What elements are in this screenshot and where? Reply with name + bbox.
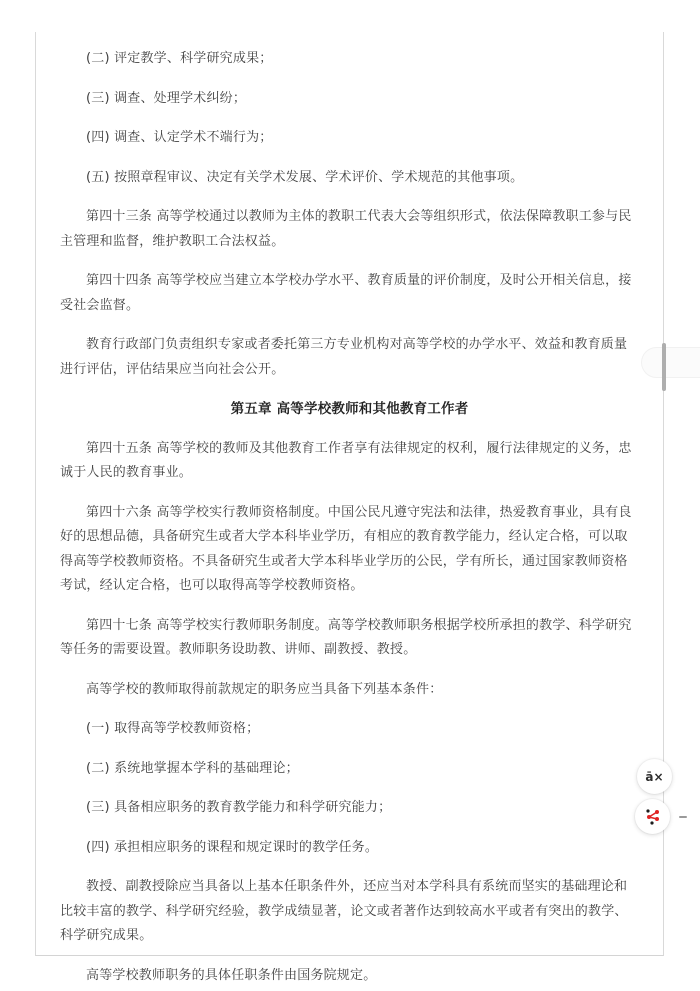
article-47: 第四十七条 高等学校实行教师职务制度。高等学校教师职务根据学校所承担的教学、科学研究等任务的需要设置。教师职务设助教、讲师、副教授、教授。 [60,617,632,657]
list-item: (三) 调查、处理学术纠纷； [86,90,247,106]
reader-tool-button[interactable] [637,759,672,794]
network-graph-icon [644,808,662,826]
list-item: (二) 系统地掌握本学科的基础理论； [86,760,299,776]
article-46: 第四十六条 高等学校实行教师资格制度。中国公民凡遵守宪法和法律，热爱教育事业，具有良好的思想品德，具备研究生或者大学本科毕业学历，有相应的教育教学能力，经认定合格，可以取得高等学校教师资格。不具备研究生或者大学本科毕业学历的公民，学有所长，通过国家教师资格考试，经认定合格，也可以取得高等学校教师资格。 [60,504,632,593]
chapter-heading: 第五章 高等学校教师和其他教育工作者 [230,401,469,417]
document-page [35,32,664,983]
drag-handle-dash[interactable] [679,816,687,818]
article-43: 第四十三条 高等学校通过以教师为主体的教职工代表大会等组织形式，依法保障教职工参与民主管理和监督，维护教职工合法权益。 [60,209,632,249]
network-tool-button[interactable] [635,799,670,834]
article-45: 第四十五条 高等学校的教师及其他教育工作者享有法律规定的权利，履行法律规定的义务，忠诚于人民的教育事业。 [60,440,632,480]
list-item: (一) 取得高等学校教师资格； [86,721,260,736]
paragraph: 教授、副教授除应当具备以上基本任职条件外，还应当对本学科具有系统而坚实的基础理论和比较丰富的教学、科学研究经验，教学成绩显著，论文或者著作达到较高水平或者有突出的教学、科学研究成果。 [60,879,628,943]
list-item: (四) 调查、认定学术不端行为； [86,130,273,145]
scrollbar-thumb[interactable] [662,343,666,391]
collapsed-side-widget[interactable] [641,347,700,378]
list-item: (四) 承担相应职务的课程和规定课时的教学任务。 [86,839,379,855]
paragraph: 高等学校的教师取得前款规定的职务应当具备下列基本条件： [86,681,443,697]
list-item: (三) 具备相应职务的教育教学能力和科学研究能力； [86,800,392,815]
legal-text-body [36,32,663,991]
reader-tool-icon: ā× [645,769,664,784]
list-item: (五) 按照章程审议、决定有关学术发展、学术评价、学术规范的其他事项。 [86,169,524,185]
paragraph: 高等学校教师职务的具体任职条件由国务院规定。 [86,967,377,983]
article-44: 第四十四条 高等学校应当建立本学校办学水平、教育质量的评价制度，及时公开相关信息，接受社会监督。 [60,273,632,313]
paragraph: 教育行政部门负责组织专家或者委托第三方专业机构对高等学校的办学水平、效益和教育质量进行评估，评估结果应当向社会公开。 [60,337,628,377]
list-item: (二) 评定教学、科学研究成果； [86,51,273,66]
